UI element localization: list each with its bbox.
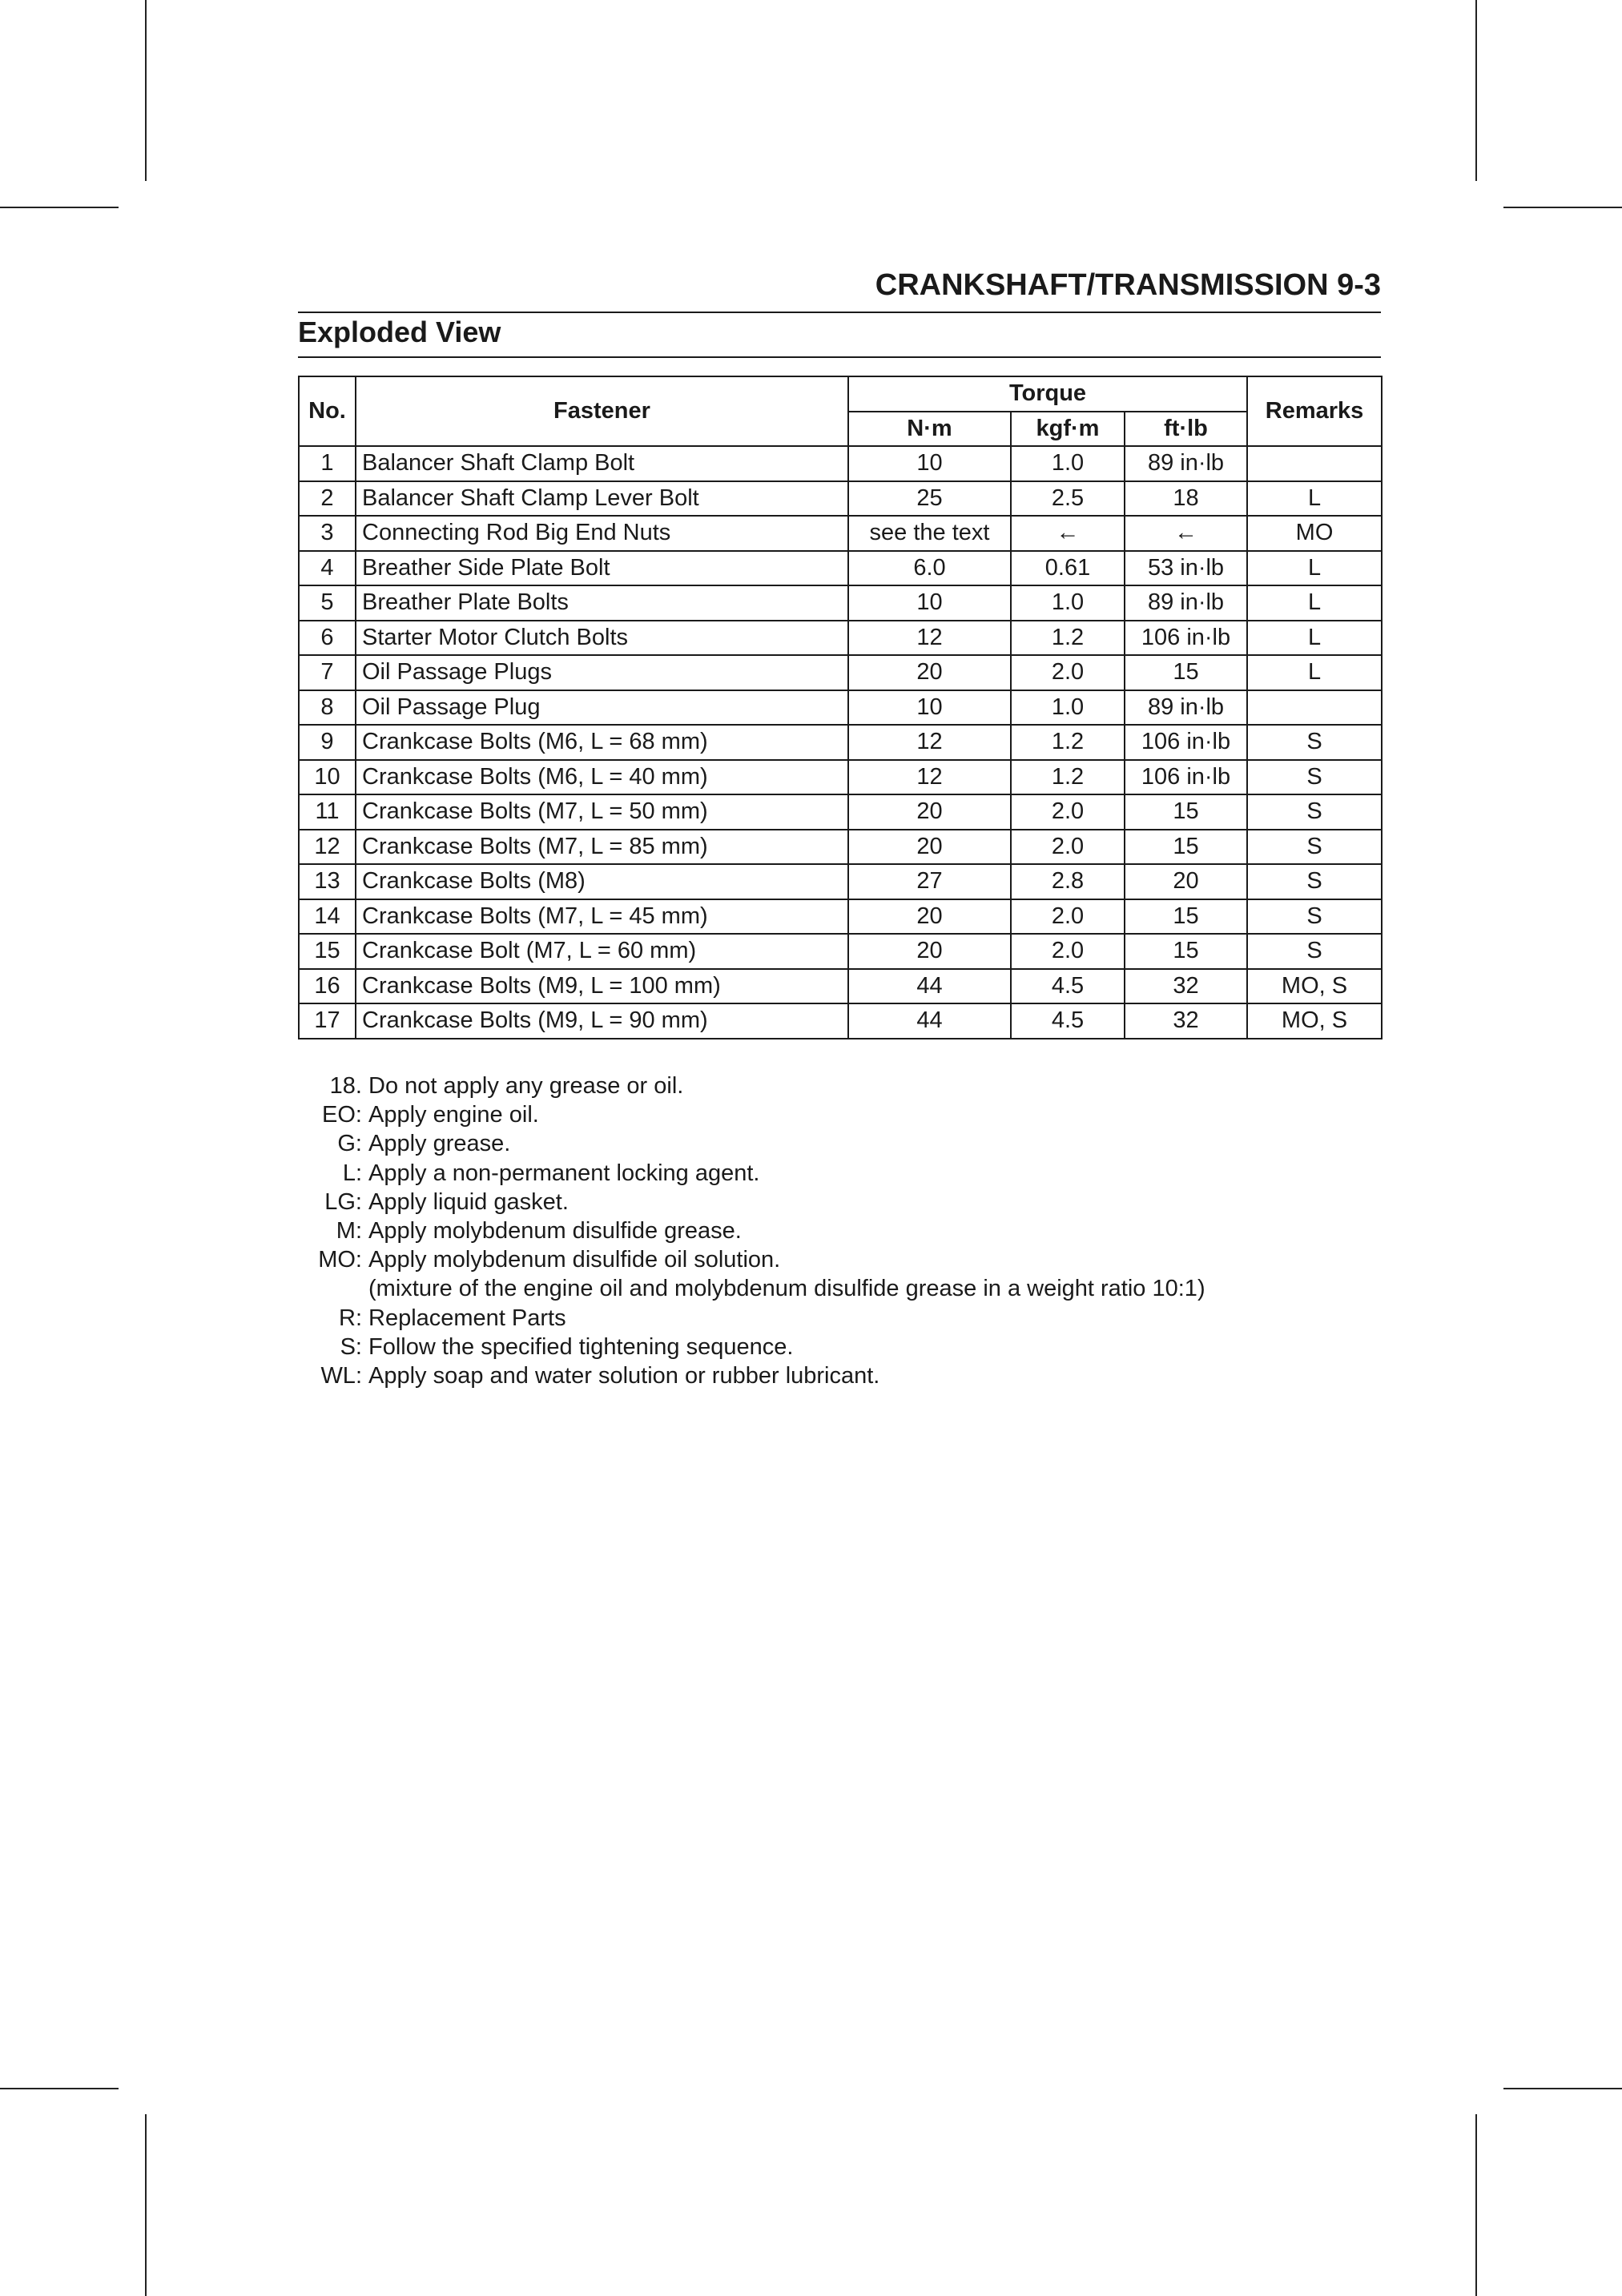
cell-nm: 25 <box>848 481 1011 517</box>
legend-key: L: <box>342 1160 362 1186</box>
legend-text: Apply molybdenum disulfide oil solution. <box>368 1247 781 1273</box>
header-no: No. <box>299 376 356 446</box>
cell-ftlb: 106 in·lb <box>1125 621 1247 656</box>
cell-ftlb: 89 in·lb <box>1125 690 1247 726</box>
cell-remarks: MO, S <box>1247 969 1382 1004</box>
cell-remarks: L <box>1247 655 1382 690</box>
legend-item <box>298 1100 1381 1129</box>
legend-key: MO: <box>318 1247 362 1273</box>
cell-ftlb: 32 <box>1125 1003 1247 1039</box>
header-unit-ftlb: ft·lb <box>1125 412 1247 447</box>
crop-mark-bottom-left-horizontal <box>0 2088 119 2089</box>
cell-kgfm: ← <box>1011 516 1125 551</box>
legend-item <box>298 1333 1381 1361</box>
cell-kgfm: 2.5 <box>1011 481 1125 517</box>
cell-remarks: MO, S <box>1247 1003 1382 1039</box>
cell-fastener: Crankcase Bolts (M9, L = 90 mm) <box>356 1003 848 1039</box>
cell-kgfm: 2.0 <box>1011 934 1125 969</box>
cell-ftlb: 89 in·lb <box>1125 446 1247 481</box>
cell-kgfm: 1.2 <box>1011 621 1125 656</box>
cell-no: 5 <box>299 585 356 621</box>
cell-ftlb: 15 <box>1125 830 1247 865</box>
table-row <box>299 585 1382 621</box>
legend-item <box>298 1216 1381 1245</box>
legend-key: R: <box>339 1305 362 1331</box>
cell-fastener: Crankcase Bolts (M7, L = 45 mm) <box>356 899 848 935</box>
cell-ftlb: 20 <box>1125 864 1247 899</box>
cell-fastener: Crankcase Bolts (M7, L = 85 mm) <box>356 830 848 865</box>
cell-remarks: S <box>1247 864 1382 899</box>
crop-mark-top-right-horizontal <box>1503 207 1622 208</box>
legend-key: M: <box>336 1218 362 1245</box>
cell-ftlb: ← <box>1125 516 1247 551</box>
table-header-row <box>299 376 1382 412</box>
legend-key: EO: <box>322 1102 362 1128</box>
cell-nm: 10 <box>848 585 1011 621</box>
cell-kgfm: 2.8 <box>1011 864 1125 899</box>
cell-kgfm: 0.61 <box>1011 551 1125 586</box>
cell-nm: 44 <box>848 969 1011 1004</box>
crop-mark-top-right-vertical <box>1475 0 1477 181</box>
cell-no: 10 <box>299 760 356 795</box>
cell-ftlb: 18 <box>1125 481 1247 517</box>
cell-kgfm: 4.5 <box>1011 969 1125 1004</box>
legend-item <box>298 1304 1381 1333</box>
cell-fastener: Crankcase Bolts (M7, L = 50 mm) <box>356 794 848 830</box>
cell-no: 16 <box>299 969 356 1004</box>
cell-fastener: Oil Passage Plug <box>356 690 848 726</box>
cell-kgfm: 1.0 <box>1011 446 1125 481</box>
cell-no: 13 <box>299 864 356 899</box>
cell-fastener: Breather Plate Bolts <box>356 585 848 621</box>
table-row <box>299 934 1382 969</box>
cell-fastener: Breather Side Plate Bolt <box>356 551 848 586</box>
table-row <box>299 516 1382 551</box>
cell-kgfm: 4.5 <box>1011 1003 1125 1039</box>
header-remarks: Remarks <box>1247 376 1382 446</box>
cell-fastener: Crankcase Bolts (M8) <box>356 864 848 899</box>
cell-fastener: Starter Motor Clutch Bolts <box>356 621 848 656</box>
cell-no: 4 <box>299 551 356 586</box>
cell-ftlb: 15 <box>1125 934 1247 969</box>
legend-text: Apply a non-permanent locking agent. <box>368 1160 760 1186</box>
cell-remarks <box>1247 690 1382 726</box>
torque-table-body <box>299 446 1382 1039</box>
cell-fastener: Crankcase Bolts (M6, L = 68 mm) <box>356 725 848 760</box>
cell-remarks <box>1247 446 1382 481</box>
cell-fastener: Balancer Shaft Clamp Bolt <box>356 446 848 481</box>
cell-fastener: Crankcase Bolts (M6, L = 40 mm) <box>356 760 848 795</box>
crop-mark-bottom-right-horizontal <box>1503 2088 1622 2089</box>
cell-nm: 12 <box>848 725 1011 760</box>
table-row <box>299 551 1382 586</box>
legend-item <box>298 1159 1381 1188</box>
cell-kgfm: 1.0 <box>1011 690 1125 726</box>
cell-kgfm: 2.0 <box>1011 899 1125 935</box>
legend-key: G: <box>337 1131 362 1157</box>
table-row <box>299 621 1382 656</box>
crop-mark-bottom-right-vertical <box>1475 2114 1477 2296</box>
cell-nm: 20 <box>848 655 1011 690</box>
cell-fastener: Connecting Rod Big End Nuts <box>356 516 848 551</box>
cell-no: 14 <box>299 899 356 935</box>
legend-text: Replacement Parts <box>368 1305 566 1331</box>
cell-nm: 10 <box>848 690 1011 726</box>
cell-nm: see the text <box>848 516 1011 551</box>
cell-nm: 10 <box>848 446 1011 481</box>
header-unit-kgfm: kgf·m <box>1011 412 1125 447</box>
table-row <box>299 899 1382 935</box>
cell-nm: 6.0 <box>848 551 1011 586</box>
cell-remarks: S <box>1247 830 1382 865</box>
cell-remarks: L <box>1247 481 1382 517</box>
cell-ftlb: 15 <box>1125 655 1247 690</box>
cell-no: 7 <box>299 655 356 690</box>
cell-kgfm: 2.0 <box>1011 655 1125 690</box>
cell-no: 6 <box>299 621 356 656</box>
cell-nm: 44 <box>848 1003 1011 1039</box>
legend-item <box>298 1072 1381 1100</box>
crop-mark-top-left-vertical <box>145 0 147 181</box>
header-rule <box>298 312 1381 313</box>
cell-nm: 12 <box>848 760 1011 795</box>
cell-kgfm: 1.0 <box>1011 585 1125 621</box>
section-rule <box>298 356 1381 358</box>
cell-kgfm: 2.0 <box>1011 794 1125 830</box>
cell-nm: 12 <box>848 621 1011 656</box>
cell-remarks: L <box>1247 551 1382 586</box>
legend-text: (mixture of the engine oil and molybdenum disulfide grease in a weight ratio 10:1) <box>368 1276 1205 1302</box>
cell-remarks: S <box>1247 934 1382 969</box>
cell-ftlb: 53 in·lb <box>1125 551 1247 586</box>
table-row <box>299 760 1382 795</box>
legend-key: WL: <box>320 1363 362 1389</box>
cell-nm: 20 <box>848 794 1011 830</box>
legend-text: Do not apply any grease or oil. <box>368 1073 684 1099</box>
legend-text: Apply engine oil. <box>368 1102 539 1128</box>
cell-nm: 20 <box>848 934 1011 969</box>
cell-remarks: S <box>1247 760 1382 795</box>
legend-key <box>298 1274 362 1303</box>
remarks-legend <box>298 1072 1381 1390</box>
legend-text: Follow the specified tightening sequence. <box>368 1333 794 1360</box>
cell-remarks: S <box>1247 899 1382 935</box>
cell-fastener: Balancer Shaft Clamp Lever Bolt <box>356 481 848 517</box>
crop-mark-top-left-horizontal <box>0 207 119 208</box>
cell-no: 9 <box>299 725 356 760</box>
cell-kgfm: 2.0 <box>1011 830 1125 865</box>
cell-no: 11 <box>299 794 356 830</box>
cell-remarks: S <box>1247 725 1382 760</box>
header-unit-nm: N·m <box>848 412 1011 447</box>
table-row <box>299 1003 1382 1039</box>
cell-no: 3 <box>299 516 356 551</box>
table-row <box>299 690 1382 726</box>
cell-no: 1 <box>299 446 356 481</box>
legend-text: Apply molybdenum disulfide grease. <box>368 1218 742 1245</box>
cell-ftlb: 15 <box>1125 794 1247 830</box>
crop-mark-bottom-left-vertical <box>145 2114 147 2296</box>
cell-remarks: S <box>1247 794 1382 830</box>
torque-table <box>298 376 1383 1039</box>
cell-remarks: MO <box>1247 516 1382 551</box>
table-row <box>299 725 1382 760</box>
legend-key: LG: <box>324 1188 362 1215</box>
cell-remarks: L <box>1247 585 1382 621</box>
legend-key: S: <box>340 1333 362 1360</box>
legend-item <box>298 1188 1381 1216</box>
cell-nm: 20 <box>848 899 1011 935</box>
header-fastener: Fastener <box>356 376 848 446</box>
cell-fastener: Crankcase Bolt (M7, L = 60 mm) <box>356 934 848 969</box>
cell-kgfm: 1.2 <box>1011 725 1125 760</box>
cell-no: 17 <box>299 1003 356 1039</box>
legend-text: Apply soap and water solution or rubber lubricant. <box>368 1363 880 1389</box>
cell-ftlb: 32 <box>1125 969 1247 1004</box>
cell-no: 15 <box>299 934 356 969</box>
section-title: Exploded View <box>298 316 501 348</box>
table-row <box>299 655 1382 690</box>
cell-kgfm: 1.2 <box>1011 760 1125 795</box>
cell-remarks: L <box>1247 621 1382 656</box>
cell-ftlb: 89 in·lb <box>1125 585 1247 621</box>
legend-item <box>298 1129 1381 1158</box>
page-header: CRANKSHAFT/TRANSMISSION 9-3 <box>875 268 1381 302</box>
cell-nm: 20 <box>848 830 1011 865</box>
header-torque: Torque <box>848 376 1247 412</box>
table-row <box>299 446 1382 481</box>
table-row <box>299 830 1382 865</box>
legend-item <box>298 1245 1381 1274</box>
legend-item <box>298 1274 1381 1303</box>
legend-item <box>298 1361 1381 1390</box>
cell-no: 12 <box>299 830 356 865</box>
cell-fastener: Crankcase Bolts (M9, L = 100 mm) <box>356 969 848 1004</box>
cell-ftlb: 106 in·lb <box>1125 760 1247 795</box>
table-row <box>299 864 1382 899</box>
legend-text: Apply grease. <box>368 1131 511 1157</box>
legend-text: Apply liquid gasket. <box>368 1188 569 1215</box>
table-row <box>299 794 1382 830</box>
legend-key: 18. <box>329 1073 362 1099</box>
table-row <box>299 481 1382 517</box>
cell-ftlb: 106 in·lb <box>1125 725 1247 760</box>
cell-nm: 27 <box>848 864 1011 899</box>
cell-no: 8 <box>299 690 356 726</box>
cell-fastener: Oil Passage Plugs <box>356 655 848 690</box>
table-row <box>299 969 1382 1004</box>
cell-ftlb: 15 <box>1125 899 1247 935</box>
cell-no: 2 <box>299 481 356 517</box>
